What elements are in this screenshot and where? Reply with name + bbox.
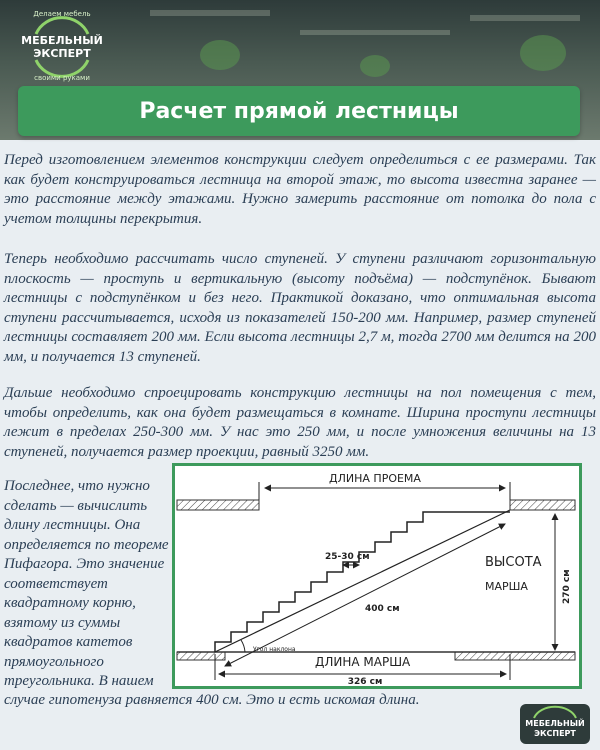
flight-length-label: ДЛИНА МАРША	[315, 655, 411, 669]
angle-arc	[241, 640, 245, 652]
paragraph-dimensions: Перед изготовлением элементов конструкции следует определиться с ее размерами. Так как будет конструироваться лестница на второй этаж, то высота известна заранее — это расстояние между этажами. Нужно замерить расстояние от потолка до пола с учетом толщины перекрытия.	[4, 152, 596, 227]
hypotenuse-line	[225, 524, 505, 666]
logo-bottom-arc: своими руками	[34, 74, 90, 82]
floor-slab-left	[177, 652, 225, 660]
title-banner	[18, 86, 580, 136]
logo-top-arc: Делаем мебель	[33, 10, 91, 18]
step-depth-label: 25-30 см	[325, 552, 370, 562]
paragraph-projection: Дальше необходимо спроецировать конструкцию лестницы на пол помещения с тем, чтобы определить, как она будет размещаться в комнате. Ширина проступи лестницы лежит в пределах 250-300 мм. У нас это 250 мм, и после умножения величины на 13 ступеней, получается размер проекции, равный 3250 мм.	[4, 385, 596, 460]
angle-label: Угол наклона	[253, 646, 296, 653]
upper-floor-slab-left	[177, 500, 259, 510]
opening-length-label: ДЛИНА ПРОЕМА	[329, 472, 421, 485]
stair-diagram	[172, 463, 582, 689]
paragraph-length: Последнее, что нужно сделать — вычислить длину лестницы. Она определяется по теореме Пифагора. Это значение соответствует квадратному корню, взятому из суммы квадратов катетов прямоугольного треугольника. В нашем	[4, 478, 169, 689]
stair-stringer	[215, 510, 510, 652]
logo-small-line2: ЭКСПЕРТ	[534, 729, 576, 738]
brand-logo-small	[520, 704, 590, 744]
logo-small-line1: МЕБЕЛЬНЫЙ	[525, 719, 585, 728]
upper-floor-slab-right	[510, 500, 575, 510]
flight-height-label-2: МАРША	[485, 580, 528, 593]
page-title: Расчет прямой лестницы	[139, 98, 459, 124]
base-value-label: 326 см	[347, 677, 383, 686]
brand-logo	[14, 4, 110, 88]
flight-height-label: ВЫСОТА	[485, 555, 542, 570]
hypotenuse-label: 400 см	[365, 604, 400, 614]
paragraph-conclusion: случае гипотенуза равняется 400 см. Это и есть искомая длина.	[4, 692, 420, 708]
height-value-label: 270 см	[562, 569, 572, 604]
logo-line2: ЭКСПЕРТ	[33, 47, 91, 60]
paragraph-steps: Теперь необходимо рассчитать число ступеней. У ступени различают горизонтальную плоскость — проступь и вертикальную (высоту подъёма) — подступёнок. Бывают лестницы с подступёнком и без него. Практикой доказано, что оптимальная высота ступени рассчитывается, исходя из показателей 150-200 мм. Например, размер ступеней лестницы составляет 200 мм. Если высота лестницы 2,7 м, тогда 2700 мм делится на 200 мм, и получается 13 ступеней.	[4, 251, 596, 365]
floor-slab-right	[455, 652, 575, 660]
logo-line1: МЕБЕЛЬНЫЙ	[21, 34, 103, 47]
